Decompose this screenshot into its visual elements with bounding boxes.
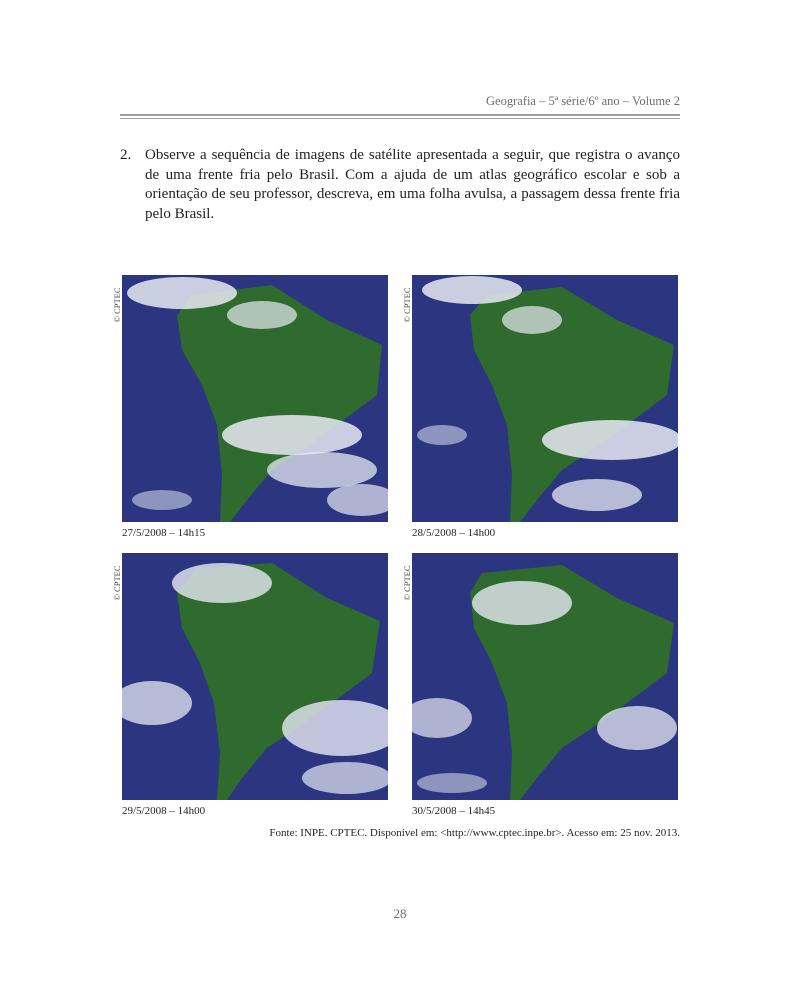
image-credit: © CPTEC xyxy=(402,565,412,601)
image-caption: 28/5/2008 – 14h00 xyxy=(412,527,496,539)
page-number: 28 xyxy=(393,906,407,921)
satellite-image-3 xyxy=(122,553,388,800)
satellite-image-1 xyxy=(122,275,388,522)
image-caption: 27/5/2008 – 14h15 xyxy=(122,527,206,539)
image-caption: 30/5/2008 – 14h45 xyxy=(412,805,496,817)
question-2 xyxy=(120,146,680,224)
image-credit: © CPTEC xyxy=(112,565,122,601)
header-rule xyxy=(120,114,680,116)
question-text: Observe a sequência de imagens de satélite apresentada a seguir, que registra o avanço de uma frente fria pelo Brasil. Com a ajuda de um atlas geográfico escolar e sob a orientação de seu professor, descreva, em uma folha avulsa, a passagem dessa frente fria pelo Brasil. xyxy=(145,147,680,222)
image-credit: © CPTEC xyxy=(402,287,412,323)
image-caption: 29/5/2008 – 14h00 xyxy=(122,805,206,817)
question-number: 2. xyxy=(120,147,132,163)
image-credit: © CPTEC xyxy=(112,287,122,323)
source-citation: Fonte: INPE. CPTEC. Disponível em: <http://www.cptec.inpe.br>. Acesso em: 25 nov. 2013. xyxy=(269,827,680,839)
running-header: Geografia – 5ª série/6º ano – Volume 2 xyxy=(486,94,680,108)
header-rule-thin xyxy=(120,118,680,119)
satellite-image-4 xyxy=(412,553,678,800)
satellite-image-2 xyxy=(412,275,678,522)
